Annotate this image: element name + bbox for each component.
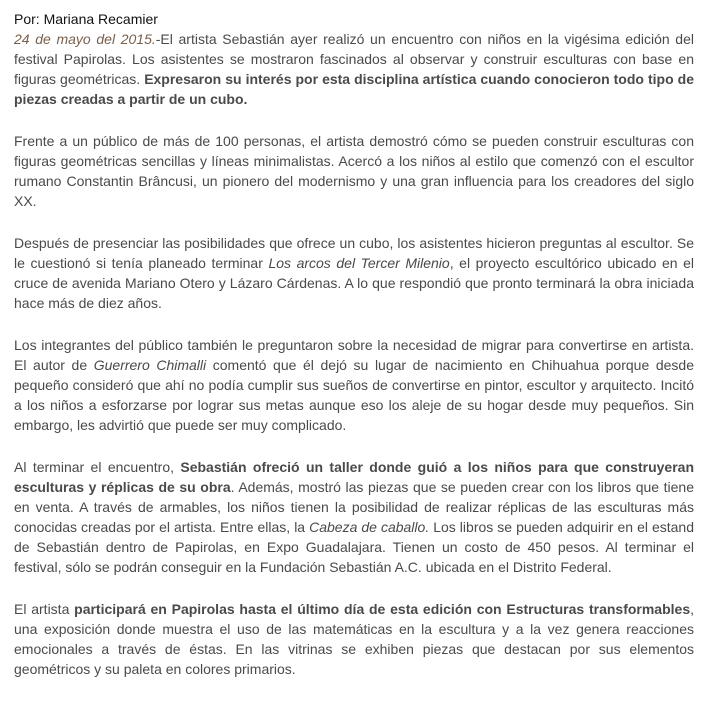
- paragraph-2: [14, 131, 694, 211]
- paragraph-1: [14, 29, 694, 109]
- byline: Por: Mariana Recamier: [14, 11, 158, 27]
- article: [14, 9, 694, 701]
- paragraph-5-text-c: Los libros se pueden adquirir en el estand de Sebastián dentro de Papirolas, en Expo Guadalajara. Tienen un costo de 450 pesos. Al terminar el festival, sólo se podrán conseguir en la Fundación Sebastián A.C. ubicada en el Distrito Federal.: [14, 519, 695, 575]
- paragraph-6-bold: participará en Papirolas hasta el último día de esta edición con Estructuras transformables: [74, 601, 691, 617]
- paragraph-1-text: -El artista Sebastián ayer realizó un encuentro con niños en la vigésima edición del festival Papirolas. Los asistentes se mostraron fascinados al observar y construir esculturas con base en figuras geométricas.: [14, 31, 694, 87]
- paragraph-3-text-b: , el proyecto escultórico ubicado en el cruce de avenida Mariano Otero y Lázaro Cárdenas. A lo que respondió que pronto terminará la obra iniciada hace más de diez años.: [14, 255, 695, 311]
- article-date: 24 de mayo del 2015.: [14, 31, 156, 47]
- paragraph-5-bold: Sebastián ofreció un taller donde guió a los niños para que construyeran esculturas y réplicas de su obra: [14, 459, 694, 495]
- paragraph-6-text-a: El artista: [14, 601, 75, 617]
- paragraph-3-italic: Los arcos del Tercer Milenio: [268, 255, 450, 271]
- paragraph-6-text-b: , una exposición donde muestra el uso de las matemáticas en la escultura y a la vez genera reacciones emocionales a través de éstas. En las vitrinas se exhiben piezas que destacan por sus elementos geométricos y su paleta en colores primarios.: [14, 601, 694, 677]
- paragraph-1-bold: Expresaron su interés por esta disciplina artística cuando conocieron todo tipo de piezas creadas a partir de un cubo.: [14, 71, 694, 107]
- paragraph-3-text-a: Después de presenciar las posibilidades que ofrece un cubo, los asistentes hicieron preguntas al escultor. Se le cuestionó si tenía planeado terminar: [14, 235, 694, 271]
- paragraph-3: [14, 233, 694, 313]
- paragraph-2-text: Frente a un público de más de 100 personas, el artista demostró cómo se pueden construir esculturas con figuras geométricas sencillas y líneas minimalistas. Acercó a los niños al estilo que comenzó con el escultor rumano Constantin Brâncusi, un pionero del modernismo y una gran influencia para los creadores del siglo XX.: [14, 133, 694, 209]
- paragraph-5-text-a: Al terminar el encuentro,: [14, 459, 181, 475]
- paragraph-4-italic: Guerrero Chimalli: [93, 357, 207, 373]
- paragraph-4: [14, 335, 694, 435]
- paragraph-5-italic: Cabeza de caballo.: [309, 519, 430, 535]
- paragraph-4-text-b: comentó que él dejó su lugar de nacimiento en Chihuahua porque desde pequeño consideró que ahí no podía cumplir sus sueños de convertirse en pintor, escultor y arquitecto. Incitó a los niños a esforzarse por lograr sus metas aunque eso los aleje de su hogar desde muy pequeños. Sin embargo, les advirtió que puede ser muy complicado.: [14, 357, 694, 433]
- paragraph-6: [14, 599, 694, 679]
- paragraph-4-text-a: Los integrantes del público también le preguntaron sobre la necesidad de migrar para convertirse en artista. El autor de: [14, 337, 694, 373]
- paragraph-5-text-b: . Además, mostró las piezas que se pueden crear con los libros que tiene en venta. A través de armables, los niños tienen la posibilidad de realizar réplicas de las esculturas más conocidas creadas por el artista. Entre ellas, la: [14, 479, 694, 535]
- paragraph-5: [14, 457, 694, 577]
